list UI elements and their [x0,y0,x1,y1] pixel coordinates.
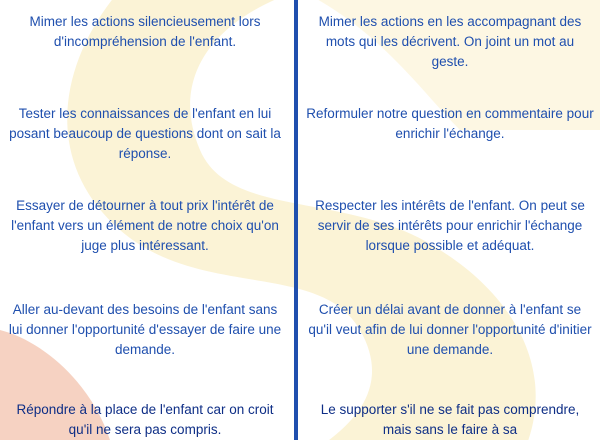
right-item-5: Le supporter s'il ne se fait pas comprendre, mais sans le faire à sa [320,402,580,437]
column-divider [294,0,298,440]
left-item-4: Aller au-devant des besoins de l'enfant sans lui donner l'opportunité d'essayer de faire une demande. [8,302,282,357]
left-item-1: Mimer les actions silencieusement lors d'incompréhension de l'enfant. [29,14,261,49]
right-item-4: Créer un délai avant de donner à l'enfant se qu'il veut afin de lui donner l'opportunité d'initier une demande. [308,302,592,357]
right-item-1: Mimer les actions en les accompagnant des mots qui les décrivent. On joint un mot au geste. [318,14,582,69]
left-item-2: Tester les connaissances de l'enfant en lui posant beaucoup de questions dont on sait la réponse. [9,106,281,161]
left-item-5: Répondre à la place de l'enfant car on croit qu'il ne sera pas compris. [16,402,274,437]
right-item-3: Respecter les intérêts de l'enfant. On peut se servir de ses intérêts pour enrichir l'échange lorsque possible et adéquat. [315,198,585,253]
right-item-2: Reformuler notre question en commentaire pour enrichir l'échange. [306,106,594,141]
left-item-3: Essayer de détourner à tout prix l'intérêt de l'enfant vers un élément de notre choix qu'on juge plus intéressant. [11,198,279,253]
